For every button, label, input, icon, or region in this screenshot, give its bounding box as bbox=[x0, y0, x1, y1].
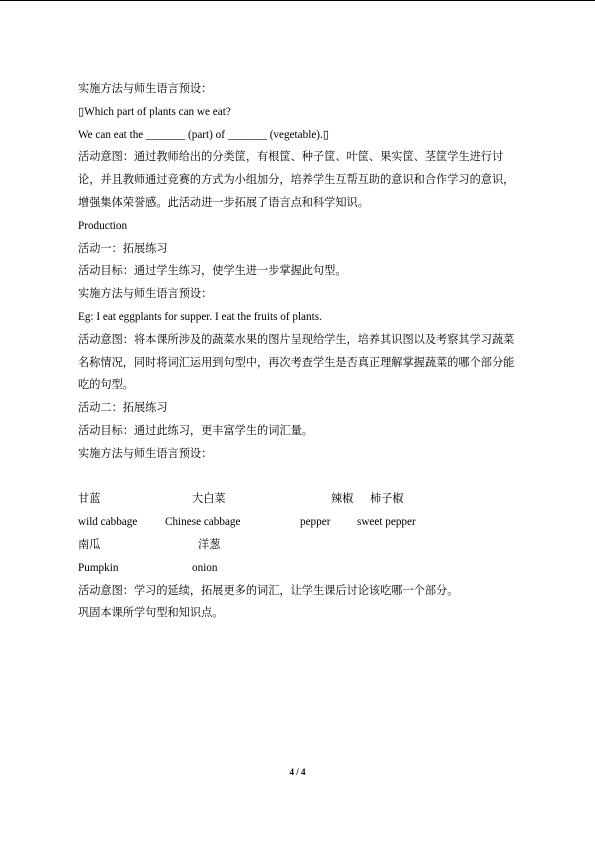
vocab-row-en-2 bbox=[78, 557, 518, 580]
vocab-word-cn: 大白菜 bbox=[192, 492, 226, 506]
vocab-word-cn: 柿子椒 bbox=[370, 492, 404, 506]
page-number: 4 / 4 bbox=[289, 767, 306, 777]
blank-line bbox=[78, 466, 518, 489]
vocab-word-en: pepper bbox=[300, 516, 331, 529]
consolidation-line: 巩固本课所学句型和知识点。 bbox=[78, 606, 224, 620]
question-sentence: ▯Which part of plants can we eat? bbox=[78, 105, 231, 118]
missing-glyph-icon: ▯ bbox=[78, 105, 85, 118]
vocab-word-en: Pumpkin bbox=[78, 561, 119, 574]
intent-paragraph-2: 活动意图：将本课所涉及的蔬菜水果的图片呈现给学生，培养其识图以及考察其学习蔬菜名称情况，同时将词汇运用到句型中，再次考查学生是否真正理解掌握蔬菜的哪个部分能吃的句型。 bbox=[78, 332, 515, 392]
vocab-row-cn-2 bbox=[78, 534, 518, 557]
method-heading-1: 实施方法与师生语言预设： bbox=[78, 82, 213, 95]
activity-2-heading: 活动二：拓展练习 bbox=[78, 401, 168, 415]
vocab-word-en: Chinese cabbage bbox=[165, 516, 241, 529]
section-production: Production bbox=[78, 219, 128, 232]
example-sentence: Eg: I eat eggplants for supper. I eat the fruits of plants. bbox=[78, 310, 322, 323]
vocab-row-cn-1 bbox=[78, 488, 518, 511]
vocab-word-cn: 辣椒 bbox=[331, 492, 354, 506]
vocab-word-cn: 洋葱 bbox=[198, 537, 221, 551]
vocab-word-cn: 南瓜 bbox=[78, 537, 101, 551]
method-heading-3: 实施方法与师生语言预设： bbox=[78, 446, 213, 460]
vocab-word-cn: 甘蓝 bbox=[78, 492, 101, 506]
answer-pattern: We can eat the _______ (part) of _______ (vegetable).▯ bbox=[78, 128, 329, 141]
page-top-rule bbox=[0, 0, 595, 1]
document-body bbox=[78, 78, 518, 625]
activity-1-goal: 活动目标：通过学生练习，使学生进一步掌握此句型。 bbox=[78, 264, 347, 278]
vocab-row-en-1 bbox=[78, 511, 518, 534]
intent-paragraph-3: 活动意图：学习的延续，拓展更多的词汇，让学生课后讨论该吃哪一个部分。 bbox=[78, 583, 459, 597]
vocab-word-en: wild cabbage bbox=[78, 516, 138, 529]
vocab-word-en: onion bbox=[192, 561, 218, 574]
activity-1-heading: 活动一：拓展练习 bbox=[78, 241, 168, 255]
method-heading-2: 实施方法与师生语言预设： bbox=[78, 287, 213, 301]
activity-2-goal: 活动目标：通过此练习，更丰富学生的词汇量。 bbox=[78, 423, 313, 437]
vocab-word-en: sweet pepper bbox=[357, 516, 416, 529]
intent-paragraph-1: 活动意图：通过教师给出的分类筐，有根筐、种子筐、叶筐、果实筐、茎筐学生进行讨论，并且教师通过竞赛的方式为小组加分，培养学生互帮互助的意识和合作学习的意识，增强集体荣誉感。此活动进一步拓展了语言点和科学知识。 bbox=[78, 150, 515, 209]
missing-glyph-icon: ▯ bbox=[322, 128, 329, 141]
